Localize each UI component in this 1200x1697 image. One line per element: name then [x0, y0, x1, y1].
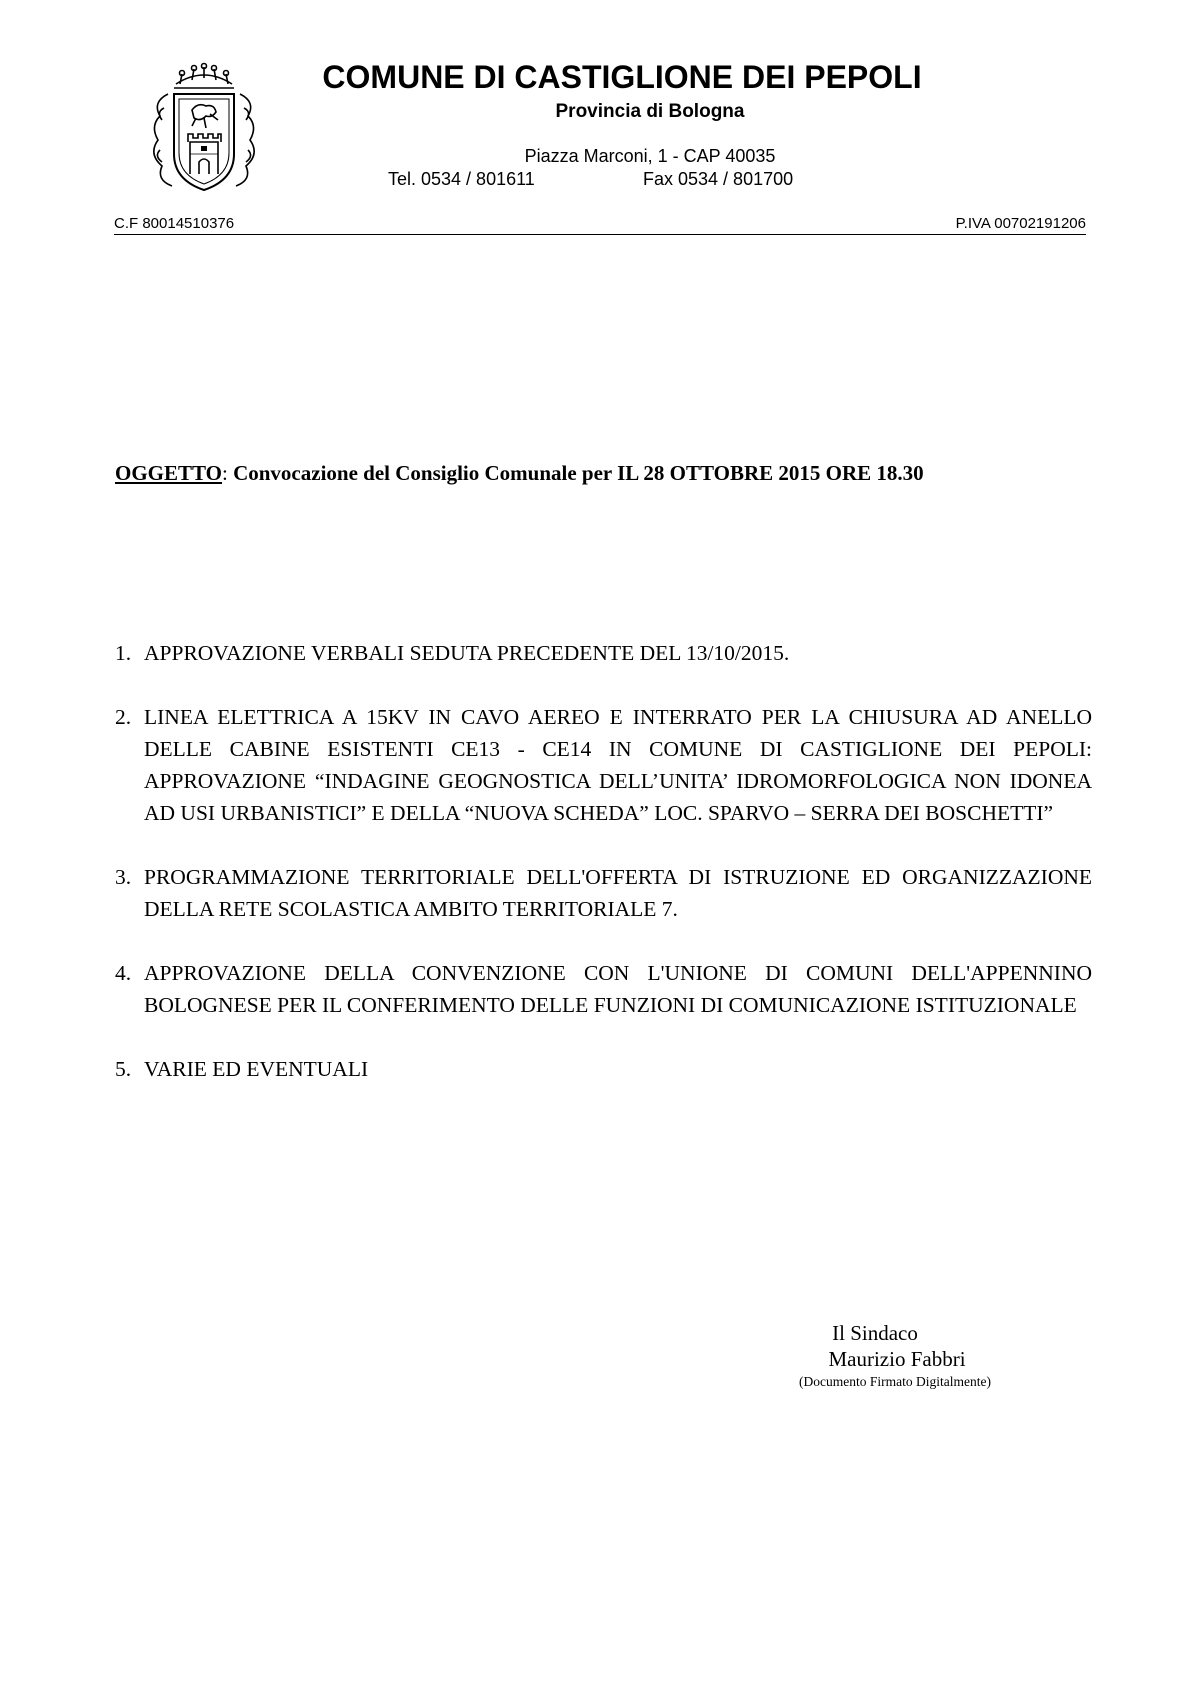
- agenda-item: [115, 1053, 1092, 1085]
- agenda-item: [115, 637, 1092, 669]
- agenda-item: [115, 957, 1092, 1021]
- agenda-item-text: PROGRAMMAZIONE TERRITORIALE DELL'OFFERTA DI ISTRUZIONE ED ORGANIZZAZIONE DELLA RETE SCOLASTICA AMBITO TERRITORIALE 7.: [144, 865, 1092, 921]
- agenda-item-number: 5.: [115, 1057, 132, 1081]
- agenda-item-number: 4.: [115, 961, 132, 985]
- fiscal-codes-line: [114, 214, 1086, 235]
- telephone-number: Tel. 0534 / 801611: [388, 169, 535, 189]
- agenda-item-text: APPROVAZIONE VERBALI SEDUTA PRECEDENTE DEL 13/10/2015.: [144, 641, 790, 665]
- agenda-list: [115, 637, 1092, 1117]
- agenda-item-number: 2.: [115, 705, 132, 729]
- subject-label: OGGETTO: [115, 461, 222, 485]
- subject-line: [115, 460, 924, 486]
- agenda-item-number: 1.: [115, 641, 132, 665]
- digital-signature-note: (Documento Firmato Digitalmente): [799, 1374, 991, 1389]
- signer-role: Il Sindaco: [832, 1321, 918, 1345]
- signature-block: [760, 1320, 1030, 1392]
- agenda-item-text: VARIE ED EVENTUALI: [144, 1057, 369, 1081]
- subject-colon: :: [221, 461, 228, 485]
- fiscal-code: C.F 80014510376: [114, 215, 235, 232]
- fax-number: Fax 0534 / 801700: [643, 169, 794, 189]
- province-name: Provincia di Bologna: [555, 101, 745, 122]
- agenda-item-text: APPROVAZIONE DELLA CONVENZIONE CON L'UNIONE DI COMUNI DELL'APPENNINO BOLOGNESE PER IL CONFERIMENTO DELLE FUNZIONI DI COMUNICAZIONE ISTITUZIONALE: [144, 961, 1092, 1017]
- municipality-title: COMUNE DI CASTIGLIONE DEI PEPOLI: [322, 59, 922, 95]
- subject-text: Convocazione del Consiglio Comunale per IL 28 OTTOBRE 2015 ORE 18.30: [227, 461, 924, 485]
- agenda-item: [115, 701, 1092, 829]
- municipal-crest-icon: [146, 58, 262, 196]
- agenda-item: [115, 861, 1092, 925]
- signer-name: Maurizio Fabbri: [828, 1347, 966, 1371]
- vat-number: P.IVA 00702191206: [955, 215, 1086, 232]
- agenda-item-number: 3.: [115, 865, 132, 889]
- agenda-item-text: LINEA ELETTRICA A 15KV IN CAVO AEREO E INTERRATO PER LA CHIUSURA AD ANELLO DELLE CABINE ESISTENTI CE13 - CE14 IN COMUNE DI CASTIGLIONE DEI PEPOLI: APPROVAZIONE “INDAGINE GEOGNOSTICA DELL’UNITA’ IDROMORFOLOGICA NON IDONEA AD USI URBANISTICI” E DELLA “NUOVA SCHEDA” LOC. SPARVO – SERRA DEI BOSCHETTI”: [144, 705, 1092, 825]
- address: Piazza Marconi, 1 - CAP 40035: [524, 146, 776, 166]
